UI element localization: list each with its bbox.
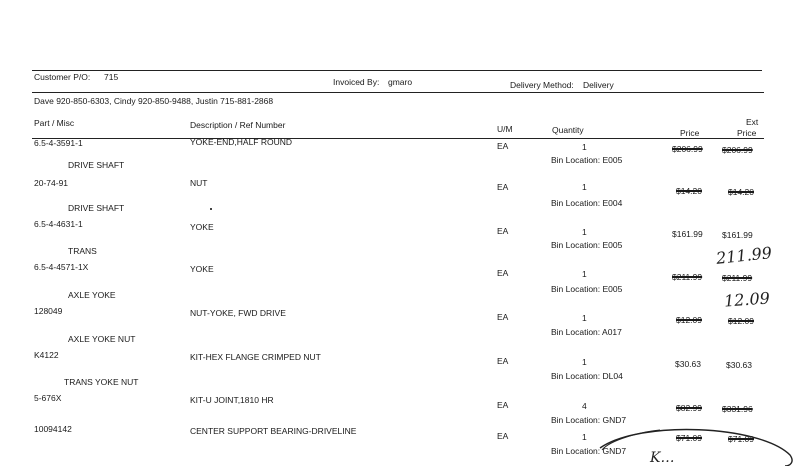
item-bin: Bin Location: E005: [551, 240, 623, 250]
customer-po-label: Customer P/O:: [34, 72, 91, 82]
item-price: $71.09: [676, 433, 702, 443]
item-category: AXLE YOKE: [68, 290, 116, 300]
item-qty: 1: [582, 182, 587, 192]
item-description: YOKE-END,HALF ROUND: [190, 137, 293, 147]
item-description: YOKE: [190, 264, 214, 274]
item-part: 128049: [34, 306, 63, 316]
item-price: $12.09: [676, 315, 702, 325]
item-ext: $161.99: [722, 230, 753, 240]
item-description: KIT-HEX FLANGE CRIMPED NUT: [190, 352, 321, 362]
col-um: U/M: [497, 124, 513, 134]
col-ext-line1: Ext: [746, 117, 759, 127]
item-price: $82.99: [676, 403, 702, 413]
item-category: TRANS YOKE NUT: [64, 377, 139, 387]
item-category: AXLE YOKE NUT: [68, 334, 136, 344]
item-description: YOKE: [190, 222, 214, 232]
item-ext: $12.09: [728, 316, 754, 326]
item-um: EA: [497, 268, 509, 278]
item-bin: Bin Location: DL04: [551, 371, 623, 381]
item-qty: 1: [582, 357, 587, 367]
scan-dot: [210, 208, 212, 210]
item-ext: $331.96: [722, 404, 753, 414]
item-part: 6.5-4-3591-1: [34, 138, 83, 148]
item-part: 6.5-4-4571-1X: [34, 262, 89, 272]
item-price: $161.99: [672, 229, 703, 239]
col-ext-line2: Price: [737, 128, 757, 138]
column-rule: [32, 138, 764, 139]
item-um: EA: [497, 141, 509, 151]
header-rule: [32, 92, 764, 93]
col-price: Price: [680, 128, 700, 138]
item-um: EA: [497, 312, 509, 322]
item-bin: Bin Location: A017: [551, 327, 622, 337]
col-description: Description / Ref Number: [190, 120, 286, 130]
item-price: $14.20: [676, 186, 702, 196]
item-qty: 1: [582, 313, 587, 323]
delivery-method-value: Delivery: [583, 80, 614, 90]
col-quantity: Quantity: [552, 125, 584, 135]
item-description: KIT-U JOINT,1810 HR: [190, 395, 274, 405]
item-price: $30.63: [675, 359, 701, 369]
item-qty: 4: [582, 401, 587, 411]
handwritten-correction: 12.09: [723, 288, 771, 311]
item-um: EA: [497, 182, 509, 192]
item-part: 10094142: [34, 424, 72, 434]
item-qty: 1: [582, 227, 587, 237]
top-rule: [32, 70, 762, 71]
contacts-line: Dave 920-850-6303, Cindy 920-850-9488, Justin 715-881-2868: [34, 96, 274, 106]
item-qty: 1: [582, 269, 587, 279]
item-um: EA: [497, 400, 509, 410]
item-description: NUT: [190, 178, 208, 188]
item-bin: Bin Location: GND7: [551, 415, 627, 425]
item-ext: $211.99: [722, 273, 753, 283]
item-description: NUT-YOKE, FWD DRIVE: [190, 308, 286, 318]
item-bin: Bin Location: GND7: [551, 446, 627, 456]
item-um: EA: [497, 356, 509, 366]
item-ext: $14.20: [728, 187, 754, 197]
item-part: 20-74-91: [34, 178, 69, 188]
item-qty: 1: [582, 432, 587, 442]
item-bin: Bin Location: E005: [551, 155, 623, 165]
item-ext: $206.99: [722, 145, 753, 155]
item-price: $206.99: [672, 144, 703, 154]
item-category: TRANS: [68, 246, 97, 256]
item-part: K4122: [34, 350, 59, 360]
item-description: CENTER SUPPORT BEARING-DRIVELINE: [190, 426, 357, 436]
item-bin: Bin Location: E004: [551, 198, 623, 208]
col-part: Part / Misc: [34, 118, 75, 128]
item-part: 5-676X: [34, 393, 62, 403]
item-bin: Bin Location: E005: [551, 284, 623, 294]
item-ext: $71.09: [728, 434, 754, 444]
item-um: EA: [497, 226, 509, 236]
handwritten-correction: 211.99: [715, 243, 773, 268]
item-category: DRIVE SHAFT: [68, 160, 125, 170]
item-qty: 1: [582, 142, 587, 152]
item-part: 6.5-4-4631-1: [34, 219, 83, 229]
customer-po-value: 715: [104, 72, 119, 82]
handwritten-note: K…: [650, 450, 675, 466]
invoiced-by-value: gmaro: [388, 77, 413, 87]
item-category: DRIVE SHAFT: [68, 203, 125, 213]
item-um: EA: [497, 431, 509, 441]
delivery-method-label: Delivery Method:: [510, 80, 574, 90]
item-price: $211.99: [672, 272, 703, 282]
item-ext: $30.63: [726, 360, 752, 370]
invoiced-by-label: Invoiced By:: [333, 77, 380, 87]
